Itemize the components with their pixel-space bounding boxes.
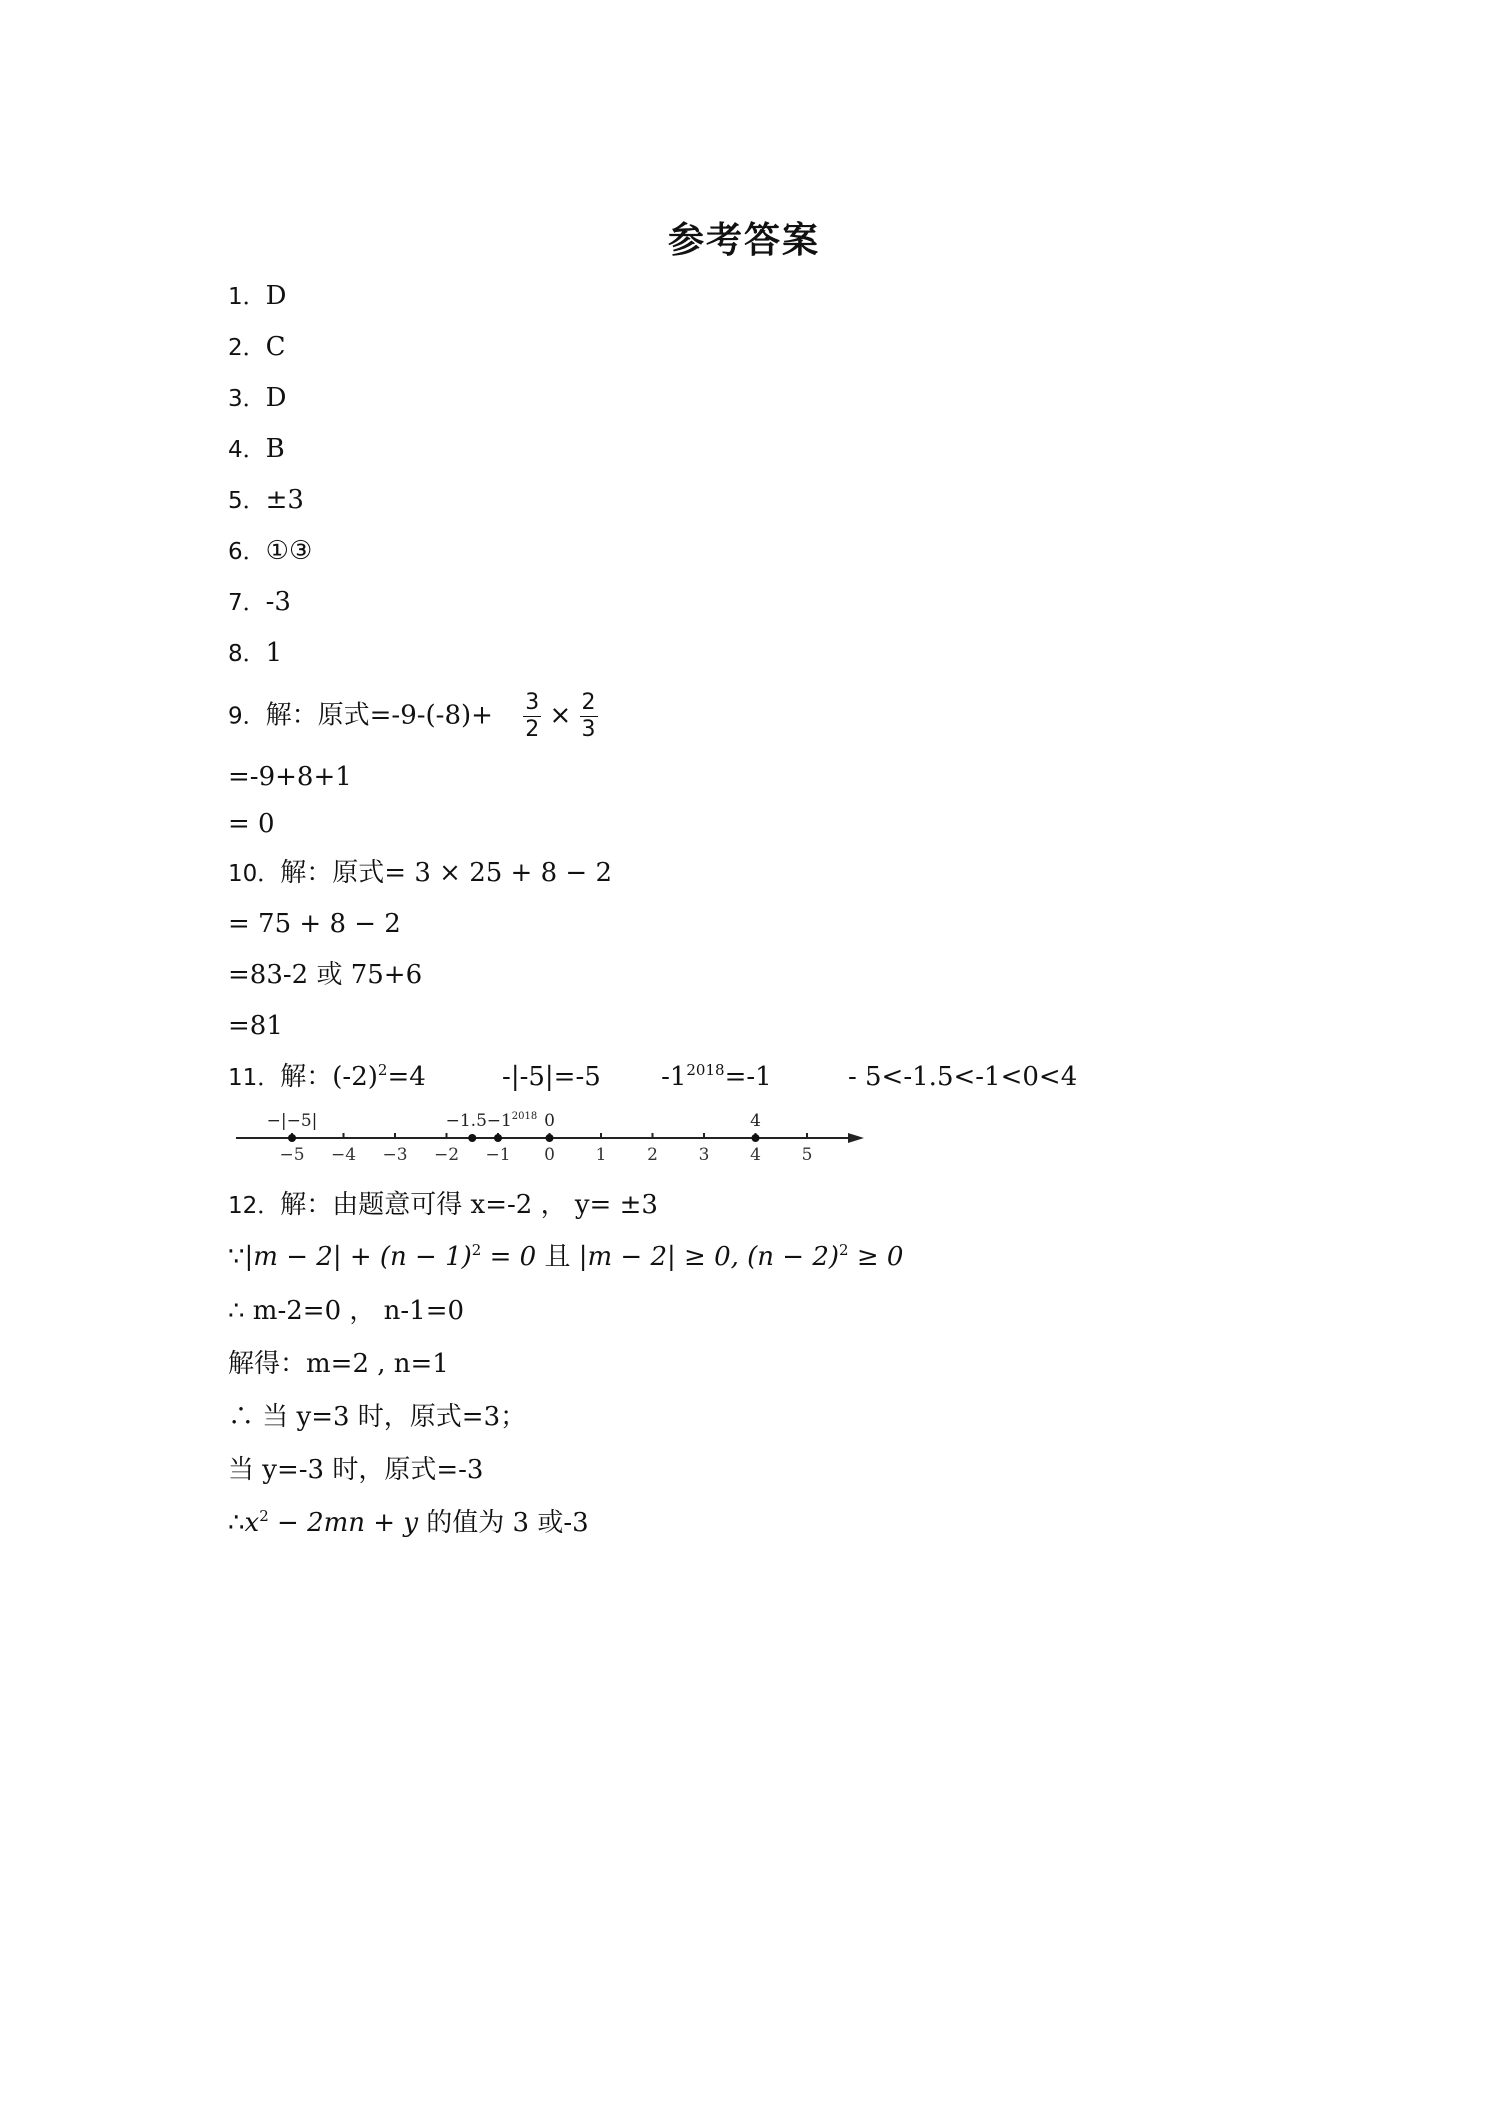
answer-5: 5．±3 xyxy=(228,485,304,515)
answer-12: 12．解：由题意可得 x=-2 ， y= ±3 xyxy=(228,1190,658,1220)
answer-12-line-4: ∴ 当 y=3 时，原式=3； xyxy=(228,1402,527,1432)
tick-label: −1 xyxy=(485,1145,511,1165)
answer-10: 10．解：原式= 3 × 25 + 8 − 2 xyxy=(228,858,612,888)
point-label: $-1^{2018}$ xyxy=(486,1111,538,1131)
tick-label: 5 xyxy=(801,1145,813,1165)
answer-9-step-2: = 0 xyxy=(228,809,275,839)
tick-label: 4 xyxy=(750,1145,761,1165)
answer-12-condition: ∵|m − $2| + (n - 1)^2 = 0$ 且 |m − 2| ≥ 0, $(n - 2)^2 \ge 0$ xyxy=(228,1241,904,1272)
answer-9-step-1: =-9+8+1 xyxy=(228,762,352,792)
answer-4: 4．B xyxy=(228,434,285,464)
answer-2: 2．C xyxy=(228,332,286,362)
answer-12-line-6: $\therefore x^2 - 2mn + y$ 的值为 3 或-3 xyxy=(228,1507,589,1538)
answer-10-step-3: =81 xyxy=(228,1011,283,1041)
answer-10-step-2: =83-2 或 75+6 xyxy=(228,960,423,990)
answer-9: 9．解：原式=-9-(-8)+ $\frac{3}{2}$ × $\frac{2}{3}$ xyxy=(228,690,596,742)
point-dot xyxy=(752,1134,760,1142)
point-dot xyxy=(288,1134,296,1142)
tick-label: −2 xyxy=(433,1145,460,1165)
answer-7: 7．-3 xyxy=(228,587,291,617)
point-label: 4 xyxy=(750,1111,761,1131)
answer-12-line-3: 解得：m=2 , n=1 xyxy=(228,1349,449,1379)
answer-12-line-2: ∴ m-2=0 ， n-1=0 xyxy=(228,1296,465,1326)
answer-11: 11．解：$(-2)^2=4$ -|-5|=-5 $-1^{2018}=-1 - 5<-1.5<-1<0<4$ xyxy=(228,1061,1078,1092)
point-dot xyxy=(468,1134,476,1142)
tick-label: 2 xyxy=(647,1145,658,1165)
point-label: −1.5 xyxy=(445,1111,487,1131)
point-label: 0 xyxy=(544,1111,555,1131)
tick-label: 3 xyxy=(698,1145,710,1165)
point-dot xyxy=(494,1134,502,1142)
tick-label: −5 xyxy=(279,1145,305,1165)
point-dot xyxy=(546,1134,554,1142)
answer-6: 6．①③ xyxy=(228,536,313,566)
number-line xyxy=(236,1108,866,1168)
answer-1: 1．D xyxy=(228,281,287,311)
tick-label: −4 xyxy=(330,1145,357,1165)
tick-label: 0 xyxy=(544,1145,555,1165)
answer-12-line-5: 当 y=-3 时，原式=-3 xyxy=(228,1455,484,1485)
tick-label: −3 xyxy=(382,1145,408,1165)
answer-8: 8．1 xyxy=(228,638,283,668)
tick-label: 1 xyxy=(595,1145,607,1165)
fraction-3-2: $\frac{3}{2}$ xyxy=(525,690,540,742)
point-label: −|−5| xyxy=(266,1111,318,1131)
fraction-2-3: $\frac{2}{3}$ xyxy=(581,690,596,742)
page-title: 参考答案 xyxy=(667,220,820,261)
answer-3: 3．D xyxy=(228,383,287,413)
answer-10-step-1: = 75 + 8 − 2 xyxy=(228,909,401,939)
